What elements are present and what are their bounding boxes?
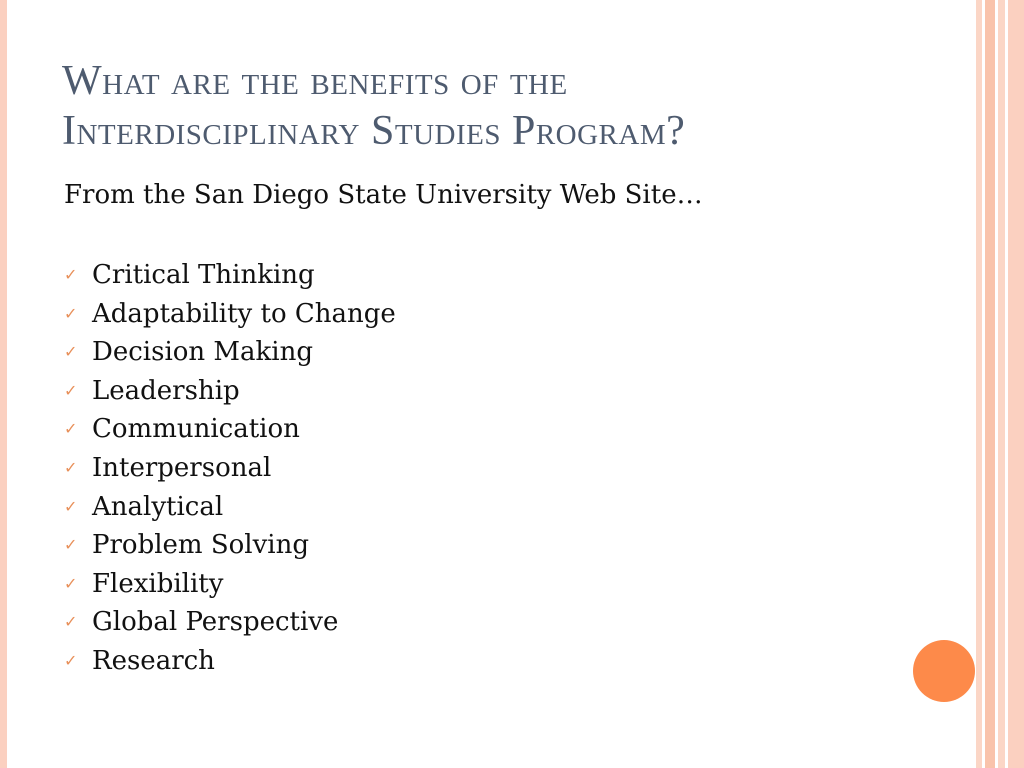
list-item-label: Global Perspective — [92, 607, 339, 638]
list-item — [64, 256, 396, 295]
title-line-2: Interdisciplinary Studies Program? — [62, 108, 686, 154]
list-item-label: Interpersonal — [92, 452, 272, 483]
list-item — [64, 449, 396, 488]
checkmark-icon: ✓ — [64, 496, 78, 516]
left-border-stripe — [0, 0, 7, 768]
accent-circle — [913, 640, 975, 702]
list-item — [64, 642, 396, 681]
list-item — [64, 372, 396, 411]
list-item-label: Analytical — [92, 491, 224, 522]
list-item — [64, 410, 396, 449]
list-item-label: Adaptability to Change — [92, 298, 396, 329]
checkmark-icon: ✓ — [64, 573, 78, 593]
list-item — [64, 488, 396, 527]
stripe — [998, 0, 1005, 768]
list-item-label: Flexibility — [92, 568, 224, 599]
checkmark-icon: ✓ — [64, 303, 78, 323]
checkmark-icon: ✓ — [64, 380, 78, 400]
checkmark-icon: ✓ — [64, 419, 78, 439]
title-line-1: What are the benefits of the — [62, 58, 568, 104]
benefits-list — [64, 256, 396, 681]
slide-title — [62, 56, 942, 156]
list-item — [64, 526, 396, 565]
stripe — [1008, 0, 1024, 768]
checkmark-icon: ✓ — [64, 535, 78, 555]
checkmark-icon: ✓ — [64, 342, 78, 362]
right-decorative-stripes — [976, 0, 1024, 768]
list-item — [64, 295, 396, 334]
list-item-label: Communication — [92, 414, 300, 445]
list-item-label: Leadership — [92, 375, 240, 406]
list-item-label: Critical Thinking — [92, 260, 315, 290]
list-item-label: Research — [92, 645, 215, 676]
checkmark-icon: ✓ — [64, 650, 78, 670]
list-item-label: Problem Solving — [92, 530, 310, 561]
list-item-label: Decision Making — [92, 337, 314, 368]
stripe — [985, 0, 995, 768]
checkmark-icon: ✓ — [64, 457, 78, 477]
list-item — [64, 603, 396, 642]
checkmark-icon: ✓ — [64, 612, 78, 632]
checkmark-icon: ✓ — [64, 265, 78, 284]
list-item — [64, 565, 396, 604]
subtitle: From the San Diego State University Web Site… — [64, 180, 703, 210]
list-item — [64, 333, 396, 372]
